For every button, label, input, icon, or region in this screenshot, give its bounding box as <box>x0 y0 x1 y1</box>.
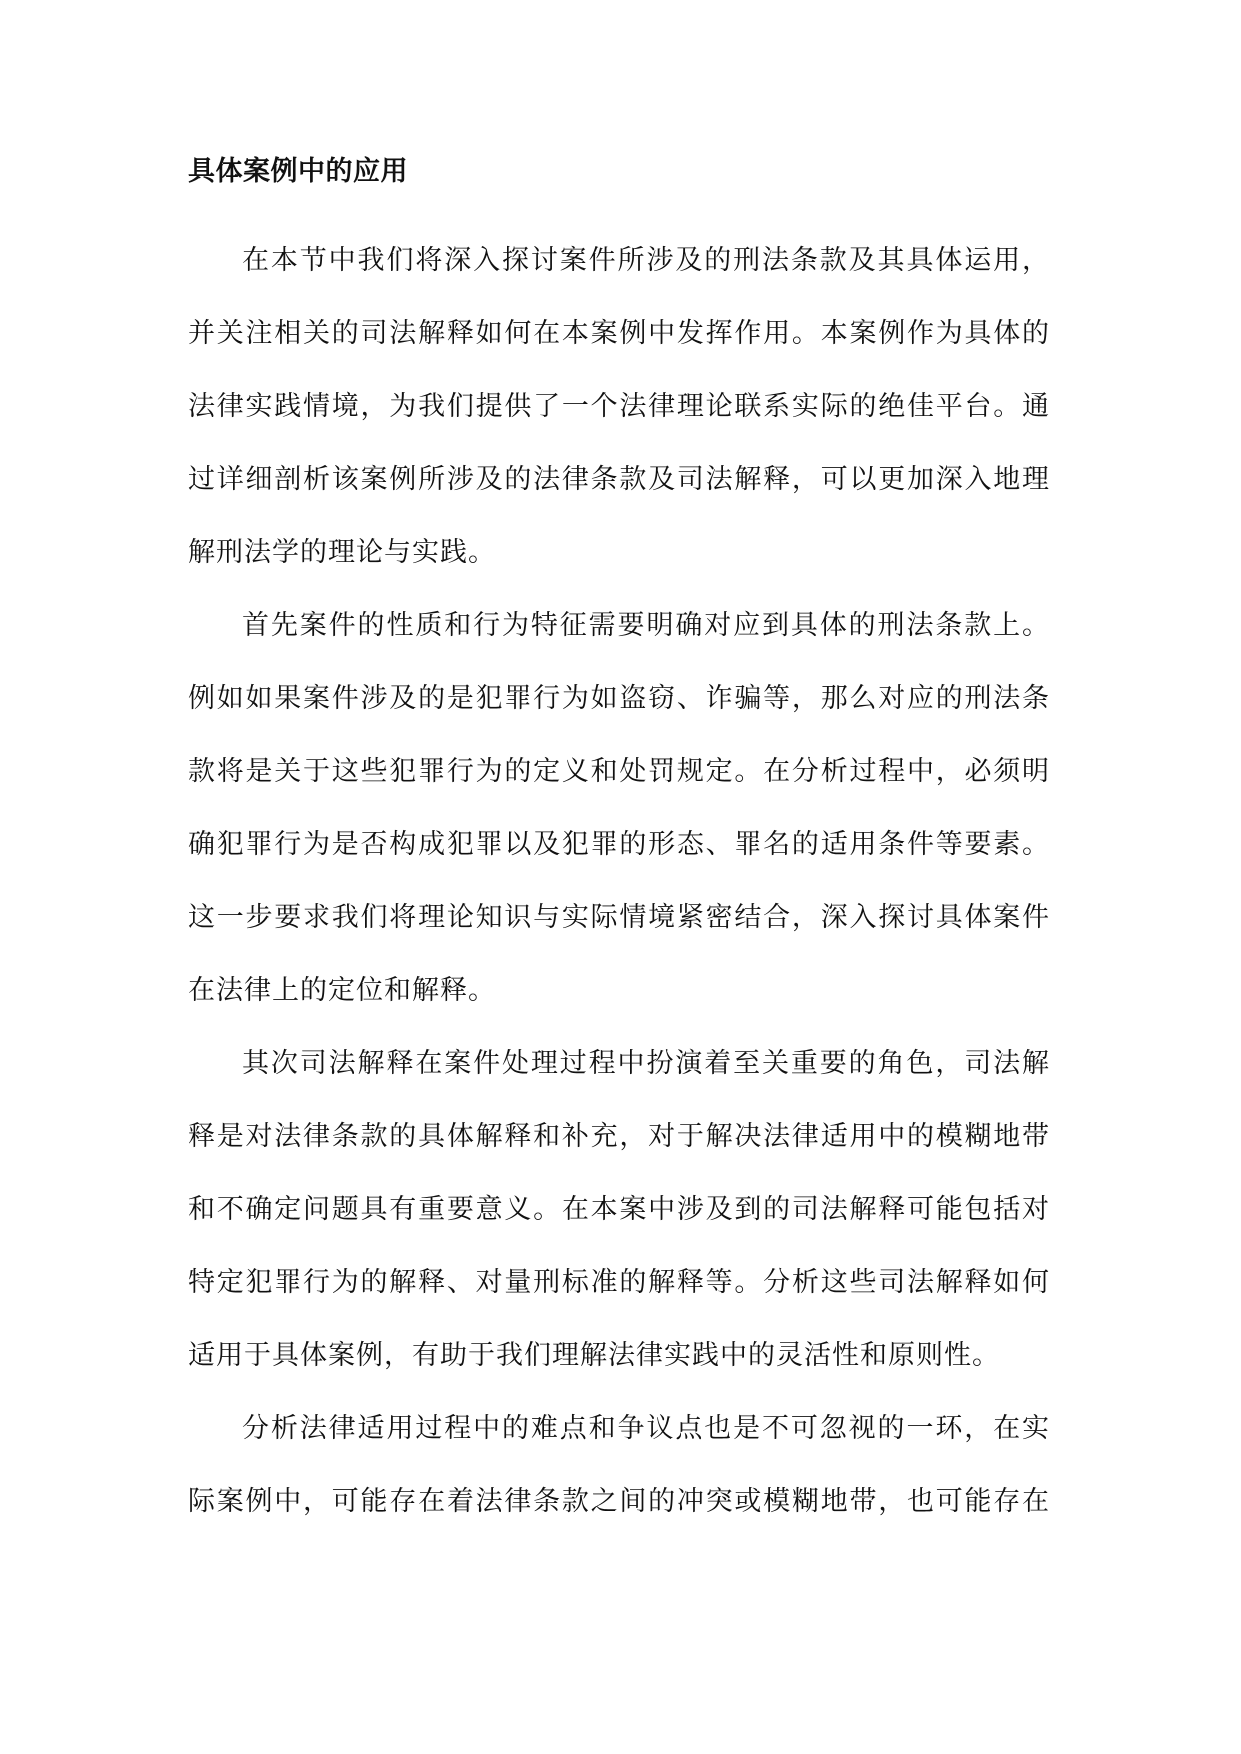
text-line: 这一步要求我们将理论知识与实际情境紧密结合，深入探讨具体案件 <box>188 902 1050 933</box>
text-line: 过详细剖析该案例所涉及的法律条款及司法解释，可以更加深入地理 <box>188 464 1050 495</box>
text-line: 确犯罪行为是否构成犯罪以及犯罪的形态、罪名的适用条件等要素。 <box>188 829 1050 860</box>
section-heading: 具体案例中的应用 <box>188 156 408 187</box>
body-text <box>188 224 1050 1538</box>
paragraph <box>188 589 1050 1027</box>
text-line: 款将是关于这些犯罪行为的定义和处罚规定。在分析过程中，必须明 <box>188 756 1050 787</box>
text-line: 和不确定问题具有重要意义。在本案中涉及到的司法解释可能包括对 <box>188 1194 1050 1225</box>
text-line: 特定犯罪行为的解释、对量刑标准的解释等。分析这些司法解释如何 <box>188 1267 1050 1298</box>
document-content <box>188 148 1050 1538</box>
text-line: 例如如果案件涉及的是犯罪行为如盗窃、诈骗等，那么对应的刑法条 <box>188 683 1050 714</box>
text-line: 其次司法解释在案件处理过程中扮演着至关重要的角色，司法解 <box>242 1048 1050 1079</box>
text-line: 解刑法学的理论与实践。 <box>188 537 496 568</box>
text-line: 分析法律适用过程中的难点和争议点也是不可忽视的一环，在实 <box>242 1413 1050 1444</box>
paragraph <box>188 224 1050 589</box>
text-line: 首先案件的性质和行为特征需要明确对应到具体的刑法条款上。 <box>242 610 1050 641</box>
paragraph <box>188 1392 1050 1538</box>
text-line: 际案例中，可能存在着法律条款之间的冲突或模糊地带，也可能存在 <box>188 1486 1050 1517</box>
paragraph <box>188 1027 1050 1392</box>
text-line: 释是对法律条款的具体解释和补充，对于解决法律适用中的模糊地带 <box>188 1121 1050 1152</box>
text-line: 适用于具体案例，有助于我们理解法律实践中的灵活性和原则性。 <box>188 1340 1000 1371</box>
text-line: 法律实践情境，为我们提供了一个法律理论联系实际的绝佳平台。通 <box>188 391 1050 422</box>
text-line: 在法律上的定位和解释。 <box>188 975 496 1006</box>
text-line: 并关注相关的司法解释如何在本案例中发挥作用。本案例作为具体的 <box>188 318 1050 349</box>
text-line: 在本节中我们将深入探讨案件所涉及的刑法条款及其具体运用， <box>242 245 1050 276</box>
